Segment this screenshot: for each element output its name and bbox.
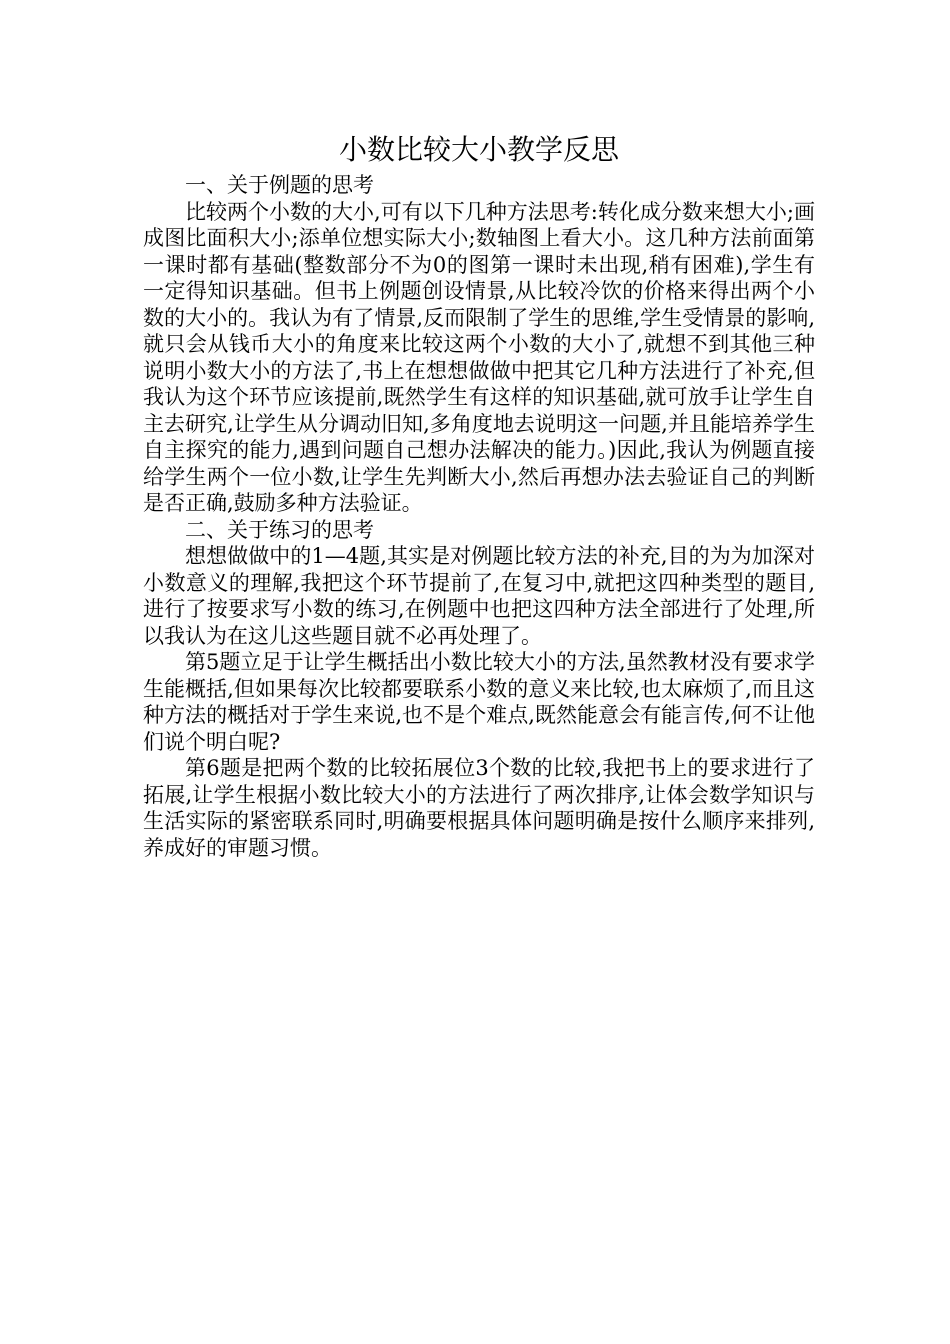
section-heading-1: 一、关于例题的思考	[185, 173, 374, 197]
section2-paragraph-2: 第5题立足于让学生概括出小数比较大小的方法,虽然教材没有要求学生能概括,但如果每次比较都要联系小数的意义来比较,也太麻烦了,而且这种方法的概括对于学生来说,也不是个难点,既然能意会有能言传,何不让他们说个明白呢?	[143, 650, 815, 754]
document-title: 小数比较大小教学反思	[338, 133, 619, 166]
section2-paragraph-1: 想想做做中的1—4题,其实是对例题比较方法的补充,目的为为加深对小数意义的理解,我把这个环节提前了,在复习中,就把这四种类型的题目,进行了按要求写小数的练习,在例题中也把这四种方法全部进行了处理,所以我认为在这儿这些题目就不必再处理了。	[143, 544, 815, 648]
section1-paragraph-1: 比较两个小数的大小,可有以下几种方法思考:转化成分数来想大小;画成图比面积大小;添单位想实际大小;数轴图上看大小。这几种方法前面第一课时都有基础(整数部分不为0的图第一课时未出现,稍有困难),学生有一定得知识基础。但书上例题创设情景,从比较冷饮的价格来得出两个小数的大小的。我认为有了情景,反而限制了学生的思维,学生受情景的影响,就只会从钱币大小的角度来比较这两个小数的大小了,就想不到其他三种说明小数大小的方法了,书上在想想做做中把其它几种方法进行了补充,但我认为这个环节应该提前,既然学生有这样的知识基础,就可放手让学生自主去研究,让学生从分调动旧知,多角度地去说明这一问题,并且能培养学生自主探究的能力,遇到问题自己想办法解决的能力。)因此,我认为例题直接给学生两个一位小数,让学生先判断大小,然后再想办法去验证自己的判断是否正确,鼓励多种方法验证。	[143, 199, 815, 515]
section2-paragraph-3: 第6题是把两个数的比较拓展位3个数的比较,我把书上的要求进行了拓展,让学生根据小数比较大小的方法进行了两次排序,让体会数学知识与生活实际的紧密联系同时,明确要根据具体问题明确是按什么顺序来排列,养成好的审题习惯。	[143, 756, 815, 860]
section-heading-2: 二、关于练习的思考	[185, 517, 374, 542]
document-page	[143, 128, 815, 861]
